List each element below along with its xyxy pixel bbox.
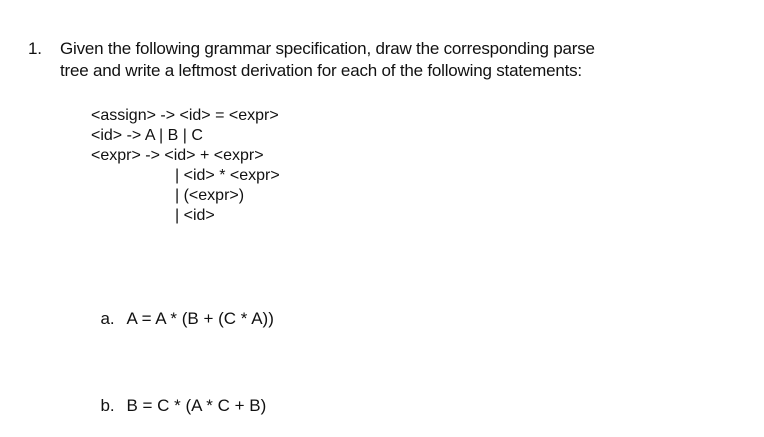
- statement-a-label: a.: [100, 309, 115, 328]
- statement-b: [91, 373, 266, 417]
- grammar-rule-assign: <assign> -> <id> = <expr>: [91, 107, 279, 124]
- grammar-alt-mult: | <id> * <expr>: [175, 167, 280, 184]
- statement-a-text: A = A * (B + (C * A)): [126, 309, 274, 328]
- grammar-alt-id: | <id>: [175, 207, 215, 224]
- grammar-rule-expr: <expr> -> <id> + <expr>: [91, 147, 264, 164]
- statement-b-text: B = C * (A * C + B): [126, 396, 267, 415]
- statement-b-label: b.: [100, 396, 115, 415]
- question-block: [28, 38, 738, 82]
- question-number: 1.: [28, 39, 42, 58]
- question-line-2: tree and write a leftmost derivation for each of the following statements:: [60, 61, 582, 80]
- statement-a: [91, 286, 274, 330]
- question-text-1: Given the following grammar specification, draw the corresponding parse: [60, 39, 595, 58]
- grammar-alt-paren: | (<expr>): [175, 187, 245, 204]
- grammar-spec: [91, 106, 280, 226]
- grammar-rule-id: <id> -> A | B | C: [91, 127, 203, 144]
- question-line-1: [28, 38, 738, 60]
